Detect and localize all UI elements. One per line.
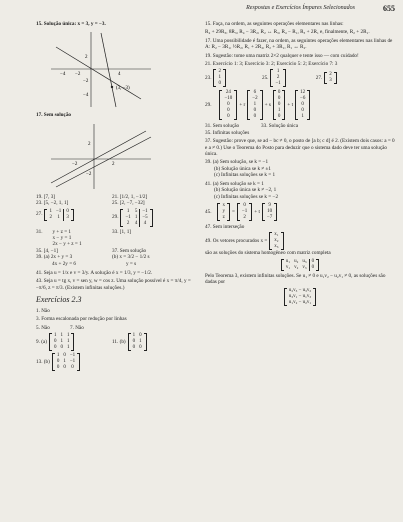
matrix-entry: 1 [53,332,57,338]
vector-r49-solution [284,288,316,306]
answers-23-25 [36,200,196,206]
matrix-entry: 1 [66,332,70,338]
matrix-entry: 1 [56,352,60,358]
answer-43: 43. Seja u = tg x, v = sen y, w = cos z. Uma solução possível é x = π/4, y = −π/6, z = π/3. (Existem infinitas soluções.) [36,278,191,291]
graph1-x4: 4 [118,72,121,78]
graph2-ym2: −2 [86,171,92,177]
answer-37: 37. Sem solução [112,247,147,254]
vector-r45-2 [262,203,277,221]
matrix-entry: −6 [300,96,306,102]
matrix-entry: 2 [218,69,221,75]
graph2-x2: 2 [112,161,115,167]
answer-15: 15. Solução única: x = 3, y = −3. [36,21,106,27]
matrix-entry: 0 [301,108,304,114]
left-column [36,21,196,371]
matrix-entry: −7 [266,214,273,220]
matrix-entry: 0 [132,344,136,350]
matrix-entry: u₃v₁ − u₁v₃ [288,293,312,299]
matrix-entry: 1 [66,344,70,350]
matrix-entry: x [222,202,225,208]
graph1-xm4: −4 [60,72,66,78]
page-number: 655 [383,4,395,13]
answer-r49-head [205,232,395,250]
matrix-29 [120,209,152,227]
graph1-ym2: −2 [83,79,89,85]
answer-r37: 37. Sugestão: prove que, se ad − bc ≠ 0, o posto de [a b; c d] é 2. (Existem dois casos: a = 0 e a ≠ 0.) Use o Teorema do Posto para deduzir que o sistema dado deve ter uma solução única. [205,138,395,158]
answers-39 [36,254,196,267]
matrix-entry: 3 [329,78,332,84]
matrix-entry: u₁ [285,258,291,264]
matrix-entry: 0 [253,114,257,120]
answer-25: 25. [2, −7, −32] [112,200,145,207]
op-plus-r: + r [239,102,246,109]
graph1-ym4: −4 [83,93,89,99]
matrix-entry: 1 [134,214,138,220]
answer-r41b: (b) Solução única se k ≠ −2, 1 [214,187,277,194]
matrix-entry: 0 [56,358,60,364]
vector-r25 [270,69,285,87]
matrix-entry: 2 [243,214,246,220]
system-line: x − y = 1 [52,235,72,242]
answer-17: 17. Sem solução [36,112,72,119]
answer-r41c: (c) Infinitas soluções se k = −2 [214,193,279,200]
answer-r39a: 39. (a) Sem solução, se k = −1 [205,159,269,166]
answer-r17: 17. Uma possibilidade é fazer, na ordem, as seguintes operações elementares nas linhas de A: R₂ − 3R₁, ½R₂, R₁ + 2R₂, R₂ + 3R₁, R₁ ↔ R₂. [205,37,393,51]
matrix-entry: 1 [60,338,63,344]
answer-29-label: 29. [112,214,119,221]
matrix-s13 [52,353,80,371]
answer-39a-line2: 4x + 2y = 6 [52,260,77,267]
matrix-entry: x₁ [274,232,279,238]
answer-r21: 21. Exercício 1: 3; Exercício 3: 2; Exercício 5: 2; Exercício 7: 3 [205,61,338,68]
matrix-entry: 0 [132,338,136,344]
matrix-entry: 0 [71,364,74,370]
matrix-entry: u₁v₂ − u₂v₁ [288,299,312,305]
matrix-entry: −2 [252,96,258,102]
running-title: Respostas e Exercícios Ímpares Selecionados [246,5,355,11]
answers-s9-s11 [36,333,196,351]
vector-r45-lhs [217,203,230,221]
answers-27-29 [36,209,196,227]
answer-s13 [36,353,196,371]
answer-29 [112,209,155,227]
answer-39b-line2: y = s [126,260,137,267]
answer-r47: 47. Sem interseção [205,223,245,230]
answer-r49-matrix-wrap [205,259,395,271]
answer-r39c: (c) Infinitas soluções se k = 1 [214,172,276,179]
answer-31-label: 31. [36,228,43,235]
answer-s11-label: 11. (b) [112,338,126,345]
matrix-entry: 3 [64,215,71,221]
answer-r31: 31. Sem solução [205,123,240,130]
matrix-entry: u₂v₃ − u₃v₂ [288,287,312,293]
answers-31-33 [36,229,196,248]
system-line: y + z = 1 [52,228,72,235]
matrix-entry: 9 [268,202,271,208]
matrix-entry: 1 [253,102,257,108]
answer-39b: (b) x = 3/2 − 1/2 s [112,254,150,261]
matrix-s11 [128,333,147,351]
answer-s9-label: 9. (a) [36,338,47,345]
answer-r49-conclusion: Pelo Teorema 3, existem infinitas soluções. Se u₁ ≠ 0 e u₁v₂ − u₂v₁ ≠ 0, as soluções são dadas por [205,272,386,286]
matrix-entry: 24 [225,90,231,96]
matrix-r49 [281,259,319,271]
answer-r27-label: 27. [315,75,323,82]
answer-39a: 39. (a) 2x + y = 3 [36,254,73,261]
answer-31 [36,229,106,248]
matrix-entry: −1 [69,358,76,364]
answer-33: 33. [1, 1] [112,228,132,235]
answer-s7: 7. Não [70,324,84,331]
matrix-entry: 2 [276,75,280,81]
graph2-y2: 2 [88,141,91,147]
vector-r23 [213,69,226,87]
matrix-entry: 1 [276,69,280,75]
matrix-entry: 1 [60,332,63,338]
matrix-entry: 0 [53,338,57,344]
matrix-entry: 0 [301,102,304,108]
answer-27-label: 27. [36,211,43,218]
matrix-entry: 1 [49,208,52,214]
answer-r39b: (b) Solução única se k ≠ ±1 [214,165,271,172]
vector-r29-0 [219,90,237,120]
matrix-entry: y [222,208,225,214]
answer-r15-ops: R₄ + 29R₃, 8R₃, R₄ − 3R₂, R₂ ↔ R₃, R₄ − R₁, R₃ + 2R₁ e, finalmente, R₂ + 2R₁. [205,29,370,36]
graph-exercise-15 [46,29,156,109]
answer-r49-solution-wrap [205,288,395,306]
matrix-entry: 0 [277,102,281,108]
matrix-entry: −1 [69,352,76,358]
matrix-entry: 2 [329,72,332,78]
matrix-entry: 0 [53,344,57,350]
system-line: 2x − y + z = 1 [52,241,82,248]
answer-s9 [36,333,106,351]
matrix-entry: 2 [126,220,130,226]
matrix-entry: v₃ [302,264,307,270]
matrix-entry: −10 [224,96,233,102]
matrix-entry: 1 [57,214,60,220]
matrix-entry: −5 [140,215,150,221]
vector-r29-3 [295,90,310,120]
matrix-entry: 4 [140,221,150,227]
matrix-entry: 1 [301,114,304,120]
matrix-entry: 0 [218,81,221,87]
matrix-entry: −1 [55,208,62,214]
matrix-27 [44,209,73,221]
graph-exercise-17 [46,121,156,191]
answer-r35: 35. Infinitas soluções [205,129,250,136]
vector-r29-2 [273,90,286,120]
answer-r23-label: 23. [205,75,212,82]
answer-s13-label: 13. (b) [36,358,50,365]
matrix-entry: −1 [125,214,131,220]
equals-sign: = [231,208,235,215]
answer-r15: 15. Faça, na ordem, as seguintes operações elementares nas linhas: [205,21,344,27]
matrix-entry: 1 [218,75,221,81]
answer-s3: 3. Forma escalonada por redução por linhas [36,316,127,323]
matrix-entry: 0 [60,344,63,350]
op-plus-t: + t [287,102,294,109]
matrix-entry: x₃ [274,244,279,250]
matrix-entry: z [222,214,225,220]
matrix-entry: 0 [64,209,71,215]
matrix-entry: 10 [267,208,273,214]
answer-23: 23. [5, −2, 1, 1] [36,200,69,207]
matrix-entry: 0 [253,108,257,114]
matrix-entry: 0 [277,114,281,120]
answer-r49-text: são as soluções do sistema homogêneo com matriz completa [205,250,331,257]
answer-r33: 33. Solução única [261,123,299,130]
answer-r39 [205,159,395,178]
matrix-entry: v₁ [285,264,291,270]
matrix-entry: 0 [139,344,142,350]
graph1-y2: 2 [85,55,88,61]
section-heading: Exercícios 2.3 [36,295,82,305]
graph1-point-label: (3, −3) [116,86,130,92]
matrix-entry: 0 [277,90,281,96]
answer-r45-label: 45. [205,208,212,215]
matrix-entry: 1 [126,208,130,214]
matrix-entry: 0 [56,364,60,370]
matrix-entry: −1 [275,81,281,87]
answer-r19: 19. Sugestão: tome uma matriz 2×2 qualquer e tente isso — com cuidado! [205,52,359,59]
matrix-entry: 0 [309,259,316,265]
answer-27 [36,209,106,221]
matrix-entry: −1 [241,208,248,214]
right-column [205,21,395,308]
answer-r45 [205,203,395,221]
matrix-entry: 12 [300,90,306,96]
matrix-entry: 5 [134,208,138,214]
matrix-entry: 1 [66,338,70,344]
answer-r23 [205,69,228,87]
matrix-entry: 0 [63,364,66,370]
matrix-entry: 2 [49,214,52,220]
matrix-entry: −1 [140,209,150,215]
answer-s5: 5. Não [36,324,50,331]
answer-s1: 1. Não [36,307,50,314]
matrix-entry: 0 [227,114,230,120]
graph2-xm2: −2 [72,161,78,167]
answer-35: 35. [4, −1] [36,247,58,254]
matrix-entry: 1 [139,338,142,344]
matrix-entry: 0 [139,332,142,338]
matrix-entry: 1 [132,332,136,338]
answer-r27 [316,72,339,84]
vector-r27 [324,72,337,84]
answer-19: 19. [7, 3] [36,193,56,200]
matrix-entry: 0 [243,202,246,208]
matrix-entry: 0 [227,108,230,114]
answer-s11 [112,333,149,351]
matrix-s9 [49,333,75,351]
answer-r25 [262,69,288,87]
answers-r23-r27 [205,69,395,87]
answer-41: 41. Seja u = 1/x e v = 3/y. A solução é x = 1/3, y = −1/2. [36,270,153,277]
page-header [0,4,403,18]
matrix-entry: 4 [134,220,138,226]
answer-r49-intro: 49. Os vetores procurados x = [205,238,268,245]
matrix-entry: 1 [63,358,66,364]
answer-r41 [205,181,395,200]
answer-r25-label: 25. [261,75,269,82]
matrix-entry: 6 [253,90,257,96]
answers-s5-s7 [36,325,196,331]
answer-21: 21. [1/2, 1, −1/2] [112,193,148,200]
answer-r41a: 41. (a) Sem solução se k = 1 [205,180,264,187]
op-plus-s: + s [264,102,271,109]
matrix-entry: 0 [63,352,66,358]
matrix-entry: 0 [227,102,230,108]
matrix-entry: x₂ [274,238,279,244]
matrix-entry: 0 [309,265,316,271]
matrix-entry: 1 [277,108,281,114]
vector-r45-1 [237,203,252,221]
matrix-entry: v₂ [294,264,299,270]
vector-r29-1 [247,90,262,120]
vector-r49-x [269,232,283,250]
matrix-entry: u₃ [302,258,307,264]
graph1-xm2: −2 [75,72,81,78]
matrix-entry: u₂ [294,258,299,264]
answer-r29 [205,90,395,120]
answer-r29-label: 29. [205,102,212,109]
matrix-entry: 0 [277,96,281,102]
op-plus-t: + t [254,208,260,215]
